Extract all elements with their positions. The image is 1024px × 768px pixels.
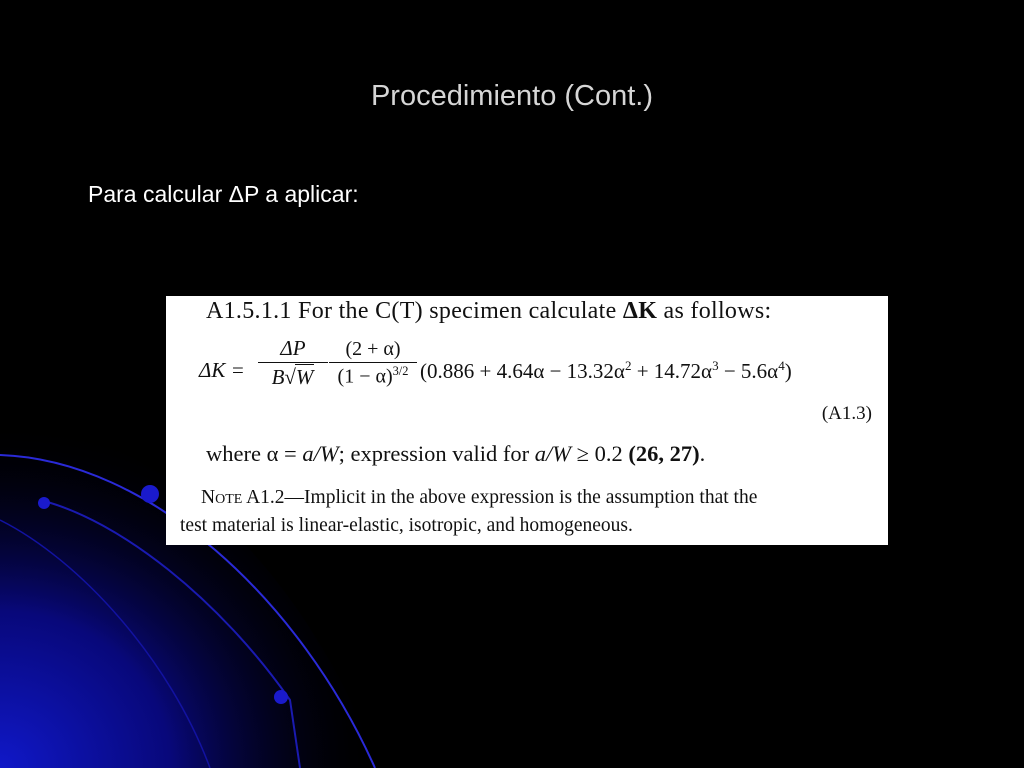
validity-condition: where α = a/W; expression valid for a/W ≥ 0.2 (26, 27). bbox=[206, 441, 706, 466]
bullet-text: Para calcular ΔP a aplicar: bbox=[88, 181, 359, 207]
fraction-1-denominator: B√W bbox=[271, 365, 314, 389]
section-suffix: as follows: bbox=[663, 298, 772, 324]
section-symbol: ΔK bbox=[622, 298, 658, 324]
sqrt-argument: W bbox=[295, 365, 314, 389]
section-text: For the C(T) specimen calculate bbox=[298, 298, 617, 324]
fraction-2-numerator: (2 + α) bbox=[329, 338, 417, 363]
slide-title: Procedimiento (Cont.) bbox=[370, 80, 654, 112]
note-line-1: Note A1.2—Implicit in the above expression is the assumption that the bbox=[201, 487, 758, 508]
formula-image bbox=[166, 296, 888, 545]
note-line-2: test material is linear-elastic, isotropic, and homogeneous. bbox=[180, 515, 633, 536]
equation-lhs: ΔK = bbox=[199, 358, 245, 382]
polynomial-term: $(0.886 + 4.64\alpha - 13.32\alpha^2 + 14.72\alpha^3 - 5.6\alpha^4)$ bbox=[420, 358, 792, 383]
section-label: A1.5.1.1 bbox=[206, 298, 292, 324]
fraction-alpha bbox=[329, 338, 417, 389]
equation-number: (A1.3) bbox=[821, 403, 872, 424]
sqrt-icon: √ bbox=[284, 365, 296, 389]
fraction-1-numerator: ΔP bbox=[258, 336, 328, 363]
section-heading bbox=[206, 298, 771, 325]
blue-dot-3 bbox=[274, 690, 288, 704]
blue-dot-1 bbox=[141, 485, 159, 503]
note-label: Note bbox=[201, 487, 243, 508]
fraction-2-denominator: $(1 - \alpha)^{3/2}$ bbox=[337, 364, 409, 388]
fraction-delta-p bbox=[258, 336, 328, 390]
blue-dot-2 bbox=[38, 497, 50, 509]
reference-numbers: (26, 27) bbox=[628, 441, 700, 466]
